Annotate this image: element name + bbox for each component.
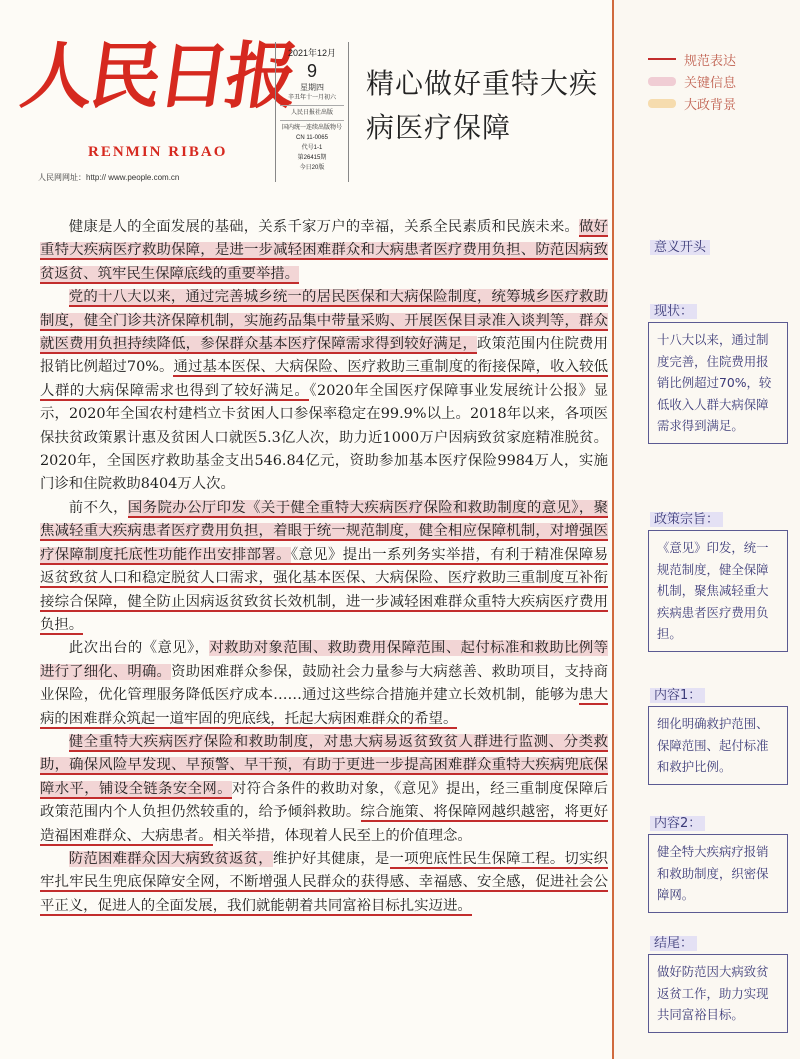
legend-item-yellow: 大政背景 [648, 92, 736, 114]
paragraph-2: 党的十八大以来，通过完善城乡统一的居民医保和大病保险制度，统筹城乡医疗救助制度，健全门诊共济保障机制，实施药品集中带量采购、开展医保目录准入谈判等，群众就医费用负担持续降低，参保群众基本医疗保障需求得到较好满足，政策范围内住院费用报销比例超过70%。通过基本医保、大病保险、医疗救助三重制度的衔接保障，收入较低人群的大病保障需求也得到了较好满足。《2020年全国医疗保障事业发展统计公报》显示，2020年全国农村建档立卡贫困人口参保率稳定在99.9%以上。2018年以来，各项医保扶贫政策累计惠及贫困人口就医5.3亿人次，助力近1000万户因病致贫家庭精准脱贫。2020年，全国医疗救助基金支出546.84亿元，资助参加基本医疗保险9984万人，实施门诊和住院救助8404万人次。 [40, 289, 608, 493]
key-phrase: 党的十八大以来，通过完善城乡统一的居民医保和大病保险制度，统筹城乡医疗救助制度，健全门诊共济保障机制，实施药品集中带量采购、开展医保目录准入谈判等，群众就医费用负担持续降低，参保群众基本医疗保障需求得到较好满足， [40, 289, 608, 353]
note-content1-title: 内容1： [650, 684, 780, 703]
pink-swatch [648, 77, 676, 86]
headline: 精心做好重特大疾病医疗保障 [366, 67, 599, 144]
cn-number: CN 11-0065 [296, 135, 328, 141]
page-divider [612, 0, 614, 1059]
paragraph-3: 前不久，国务院办公厅印发《关于健全重特大疾病医疗保险和救助制度的意见》，聚焦减轻重大疾病患者医疗费用负担，着眼于统一规范制度，健全相应保障机制，对增强医疗保障制度托底性功能作出安排部署。《意见》提出一系列务实举措，有利于精准保障易返贫致贫人口和稳定脱贫人口需求，强化基本医保、大病保险、医疗救助三重制度互补衔接综合保障，健全防止因病返贫致贫长效机制，进一步减轻困难群众重特大疾病医疗费用负担。 [40, 499, 608, 633]
key-phrase: 患大病的困难群众筑起一道牢固的兜底线，托起大病困难群众的希望。 [40, 687, 608, 727]
legend-item-pink: 关键信息 [648, 70, 736, 92]
date-day: 9 [306, 61, 317, 81]
website-line: 人民网网址：http:// www.people.com.cn [38, 173, 180, 182]
page-count: 今日20版 [299, 165, 325, 171]
key-phrase: 国务院办公厅印发《关于健全重特大疾病医疗保险和救助制度的意见》，聚焦减轻重大疾病患者医疗费用负担，着眼于统一规范制度，健全相应保障机制，对增强医疗保障制度托底性功能作出安排部署。 [40, 499, 608, 563]
red-line-swatch [648, 58, 676, 60]
key-phrase: 一项兜底性民生保障工程。 [389, 850, 565, 867]
key-phrase: 防范困难群众因大病致贫返贫， [68, 850, 273, 867]
newspaper-logo: 人民日报 [16, 33, 301, 118]
yellow-swatch [648, 99, 676, 108]
paragraph-5: 健全重特大疾病医疗保险和救助制度，对患大病易返贫致贫人群进行监测、分类救助，确保风险早发现、早预警、早干预，有助于更进一步提高困难群众重特大疾病兜底保障水平，铺设全链条安全网。对符合条件的救助对象，《意见》提出，经三重制度保障后政策范围内个人负担仍然较重的，给予倾斜救助。综合施策、将保障网越织越密，将更好造福困难群众、大病患者。相关举措，体现着人民至上的价值理念。 [40, 733, 608, 844]
note-policy-box: 《意见》印发，统一规范制度，健全保障机制，聚焦减轻重大疾病患者医疗费用负担。 [648, 530, 788, 652]
note-status-title: 现状： [650, 300, 780, 319]
note-end-box: 做好防范因大病致贫返贫工作，助力实现共同富裕目标。 [648, 954, 788, 1033]
issue-number: 第26415期 [297, 155, 327, 161]
issn-label: 国内统一连续出版物号 [281, 125, 342, 131]
legend [648, 48, 736, 114]
newspaper-logo-english: RENMIN RIBAO [88, 144, 228, 160]
key-phrase: 综合施策、将保障网越织越密，将更好造福困难群众、大病患者。 [40, 804, 608, 844]
note-intro-title: 意义开头 [650, 236, 780, 255]
publisher: 人民日报社出版 [290, 110, 333, 116]
paragraph-6: 防范困难群众因大病致贫返贫，维护好其健康，是一项兜底性民生保障工程。切实织牢扎牢民生兜底保障安全网，不断增强人民群众的获得感、幸福感、安全感，促进社会公平正义，促进人的全面发展，我们就能朝着共同富裕目标扎实迈进。 [40, 850, 608, 914]
article-body [40, 216, 608, 918]
note-policy-title: 政策宗旨： [650, 508, 780, 527]
code: 代号1-1 [301, 145, 323, 151]
date-box [275, 42, 349, 182]
lunar-date: 辛丑年十一月初六 [287, 95, 336, 101]
note-status-box: 十八大以来，通过制度完善，住院费用报销比例超过70%，较低收入人群大病保障需求得到满足。 [648, 322, 788, 444]
key-phrase: 对救助对象范围、救助费用保障范围、起付标准和救助比例等进行了细化、明确。 [40, 640, 608, 680]
key-phrase: 通过基本医保、大病保险、医疗救助三重制度的衔接保障，收入较低人群的大病保障需求也得到了较好满足。 [40, 359, 608, 399]
key-phrase: 《意见》提出一系列务实举措，有利于精准保障易返贫致贫人口和稳定脱贫人口需求，强化基本医保、大病保险、医疗救助三重制度互补衔接综合保障，健全防止因病返贫致贫长效机制，进一步减轻困难群众重特大疾病医疗费用负担。 [40, 546, 608, 633]
paragraph-4: 此次出台的《意见》，对救助对象范围、救助费用保障范围、起付标准和救助比例等进行了细化、明确。资助困难群众参保，鼓励社会力量参与大病慈善、救助项目，支持商业保险，优化管理服务降低医疗成本……通过这些综合措施并建立长效机制，能够为患大病的困难群众筑起一道牢固的兜底线，托起大病困难群众的希望。 [40, 640, 608, 727]
note-content2-box: 健全特大疾病疗报销和救助制度，织密保障网。 [648, 834, 788, 913]
date-year-month: 2021年12月 [287, 48, 337, 58]
key-phrase: 切实织牢扎牢民生兜底保障安全网，不断增强人民群众的获得感、幸福感、安全感，促进社会公平正义，促进人的全面发展，我们就能朝着共同富裕目标扎实迈进。 [40, 850, 608, 914]
paragraph-1: 健康是人的全面发展的基础，关系千家万户的幸福，关系全民素质和民族未来。做好重特大疾病医疗救助保障，是进一步减轻困难群众和大病患者医疗费用负担、防范因病致贫返贫、筑牢民生保障底线的重要举措。 [40, 219, 608, 282]
weekday: 星期四 [300, 83, 324, 92]
key-phrase: 健全重特大疾病医疗保险和救助制度，对患大病易返贫致贫人群进行监测、分类救助，确保风险早发现、早预警、早干预，有助于更进一步提高困难群众重特大疾病兜底保障水平，铺设全链条安全网。 [40, 733, 608, 797]
note-end-title: 结尾： [650, 932, 780, 951]
legend-item-red-line: 规范表达 [648, 48, 736, 70]
note-content2-title: 内容2： [650, 812, 780, 831]
note-content1-box: 细化明确救护范围、保障范围、起付标准和救护比例。 [648, 706, 788, 785]
key-phrase: 做好重特大疾病医疗救助保障，是进一步减轻困难群众和大病患者医疗费用负担、防范因病致贫返贫、筑牢民生保障底线的重要举措。 [40, 219, 608, 282]
